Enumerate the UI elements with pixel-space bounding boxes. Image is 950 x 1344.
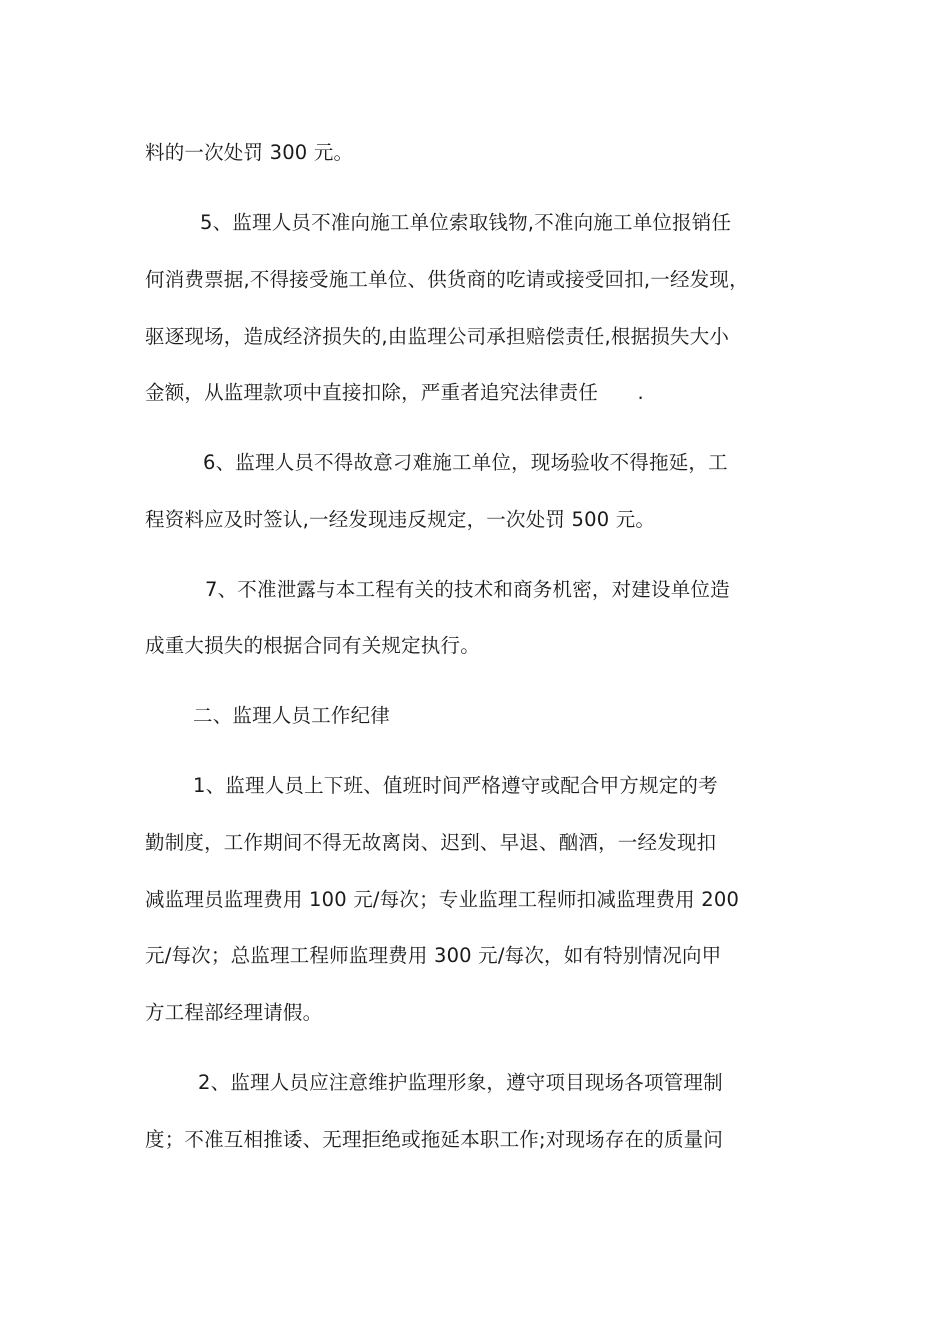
text-line: 方工程部经理请假。 — [145, 1001, 323, 1024]
text-line: 勤制度，工作期间不得无故离岗、迟到、早退、酗酒，一经发现扣 — [145, 831, 717, 854]
text-line: 元/每次；总监理工程师监理费用 300 元/每次，如有特别情况向甲 — [145, 944, 722, 967]
text-line: 7、不准泄露与本工程有关的技术和商务机密，对建设单位造 — [205, 578, 730, 601]
text-line: 金额，从监理款项中直接扣除，严重者追究法律责任 . — [145, 381, 644, 404]
section-heading: 二、监理人员工作纪律 — [193, 704, 391, 727]
text-line: 5、监理人员不准向施工单位索取钱物,不准向施工单位报销任 — [200, 211, 732, 234]
text-line: 减监理员监理费用 100 元/每次；专业监理工程师扣减监理费用 200 — [145, 888, 740, 911]
text-line: 1、监理人员上下班、值班时间严格遵守或配合甲方规定的考 — [193, 774, 718, 797]
text-line: 度；不准互相推诿、无理拒绝或拖延本职工作;对现场存在的质量问 — [145, 1128, 724, 1151]
text-line: 料的一次处罚 300 元。 — [145, 141, 354, 164]
text-line: 6、监理人员不得故意刁难施工单位，现场验收不得拖延，工 — [203, 451, 728, 474]
text-line: 何消费票据,不得接受施工单位、供货商的吃请或接受回扣,一经发现， — [145, 268, 749, 291]
text-line: 驱逐现场，造成经济损失的,由监理公司承担赔偿责任,根据损失大小 — [145, 325, 730, 348]
text-line: 2、监理人员应注意维护监理形象，遵守项目现场各项管理制 — [198, 1071, 723, 1094]
text-line: 程资料应及时签认,一经发现违反规定，一次处罚 500 元。 — [145, 508, 656, 531]
text-line: 成重大损失的根据合同有关规定执行。 — [145, 634, 480, 657]
